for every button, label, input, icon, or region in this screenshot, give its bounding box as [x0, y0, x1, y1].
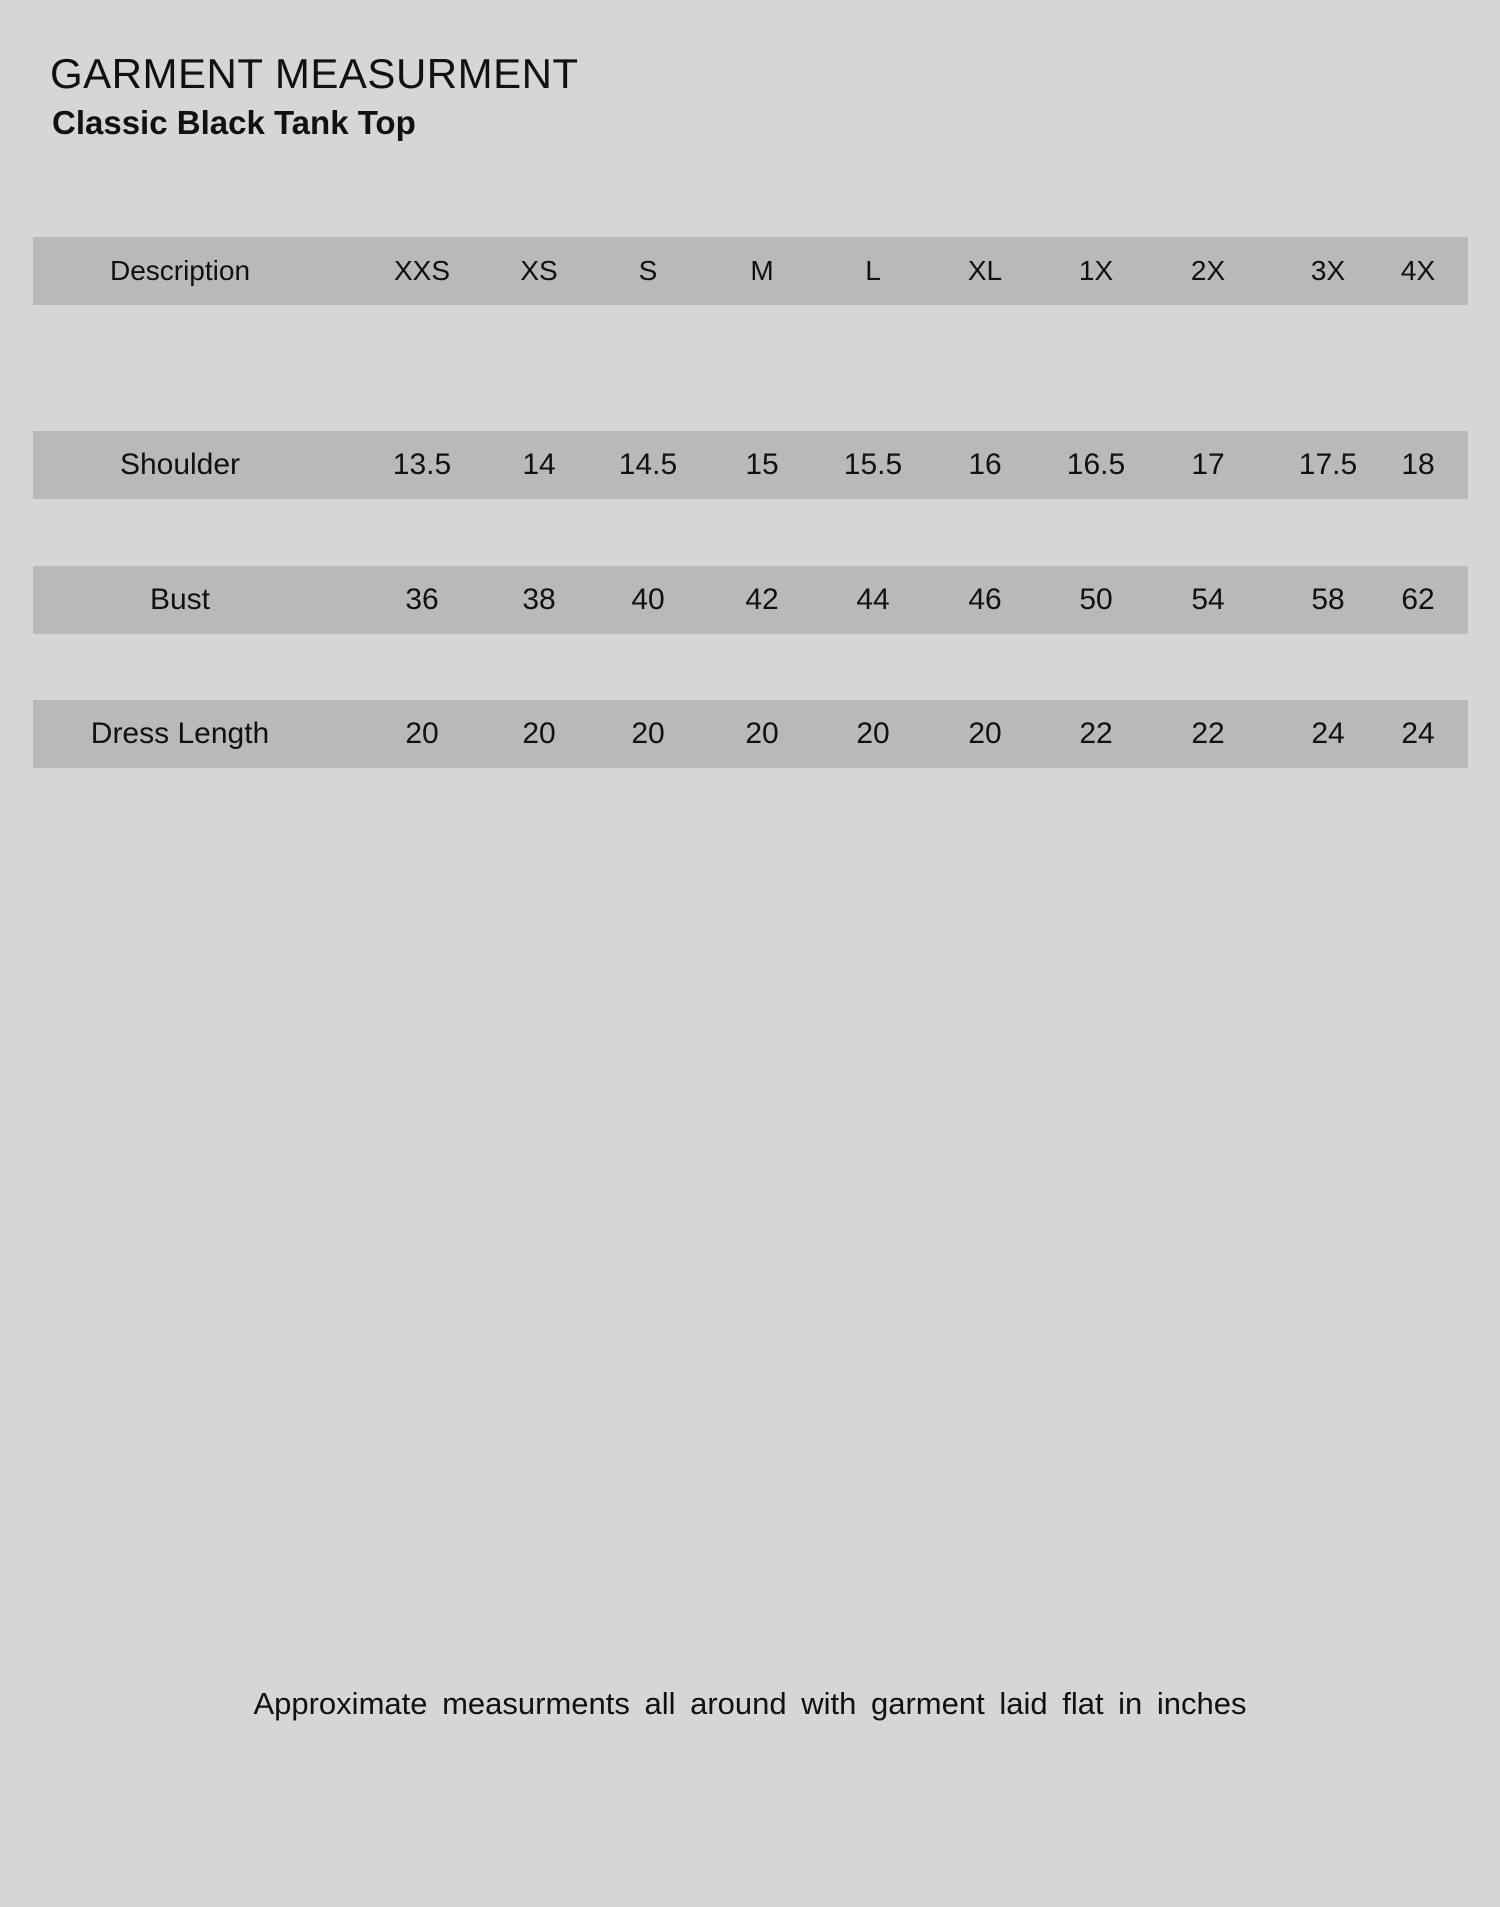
page-title: GARMENT MEASURMENT — [50, 50, 579, 97]
shoulder-value-4x: 18 — [1401, 448, 1435, 481]
header-size-xxs: XXS — [393, 255, 451, 286]
shoulder-value-s: 14.5 — [618, 448, 678, 481]
shoulder-value-3x: 17.5 — [1298, 448, 1358, 481]
bust-value-m: 42 — [745, 583, 779, 616]
bust-value-xl: 46 — [968, 583, 1002, 616]
table-row-dress-length — [33, 700, 1468, 768]
bust-value-xxs: 36 — [405, 583, 439, 616]
shoulder-value-l: 15.5 — [843, 448, 903, 481]
header-size-xs: XS — [520, 255, 558, 286]
shoulder-value-m: 15 — [745, 448, 779, 481]
shoulder-value-xs: 14 — [522, 448, 556, 481]
dress-length-value-3x: 24 — [1311, 717, 1345, 750]
dress-length-value-1x: 22 — [1079, 717, 1113, 750]
row-label-dress-length: Dress Length — [90, 717, 270, 750]
dress-length-value-s: 20 — [631, 717, 665, 750]
header-size-s: S — [638, 255, 658, 286]
bust-value-l: 44 — [856, 583, 890, 616]
shoulder-value-xl: 16 — [968, 448, 1002, 481]
header-size-1x: 1X — [1078, 255, 1114, 286]
table-row-shoulder — [33, 431, 1468, 499]
dress-length-value-l: 20 — [856, 717, 890, 750]
size-chart-table — [33, 0, 1468, 1907]
dress-length-value-xs: 20 — [522, 717, 556, 750]
bust-value-1x: 50 — [1079, 583, 1113, 616]
header-description: Description — [109, 255, 251, 286]
dress-length-value-2x: 22 — [1191, 717, 1225, 750]
row-label-bust: Bust — [149, 583, 211, 616]
dress-length-value-xl: 20 — [968, 717, 1002, 750]
dress-length-value-4x: 24 — [1401, 717, 1435, 750]
bust-value-2x: 54 — [1191, 583, 1225, 616]
table-row-bust — [33, 566, 1468, 634]
dress-length-value-m: 20 — [745, 717, 779, 750]
shoulder-value-2x: 17 — [1191, 448, 1225, 481]
header-size-m: M — [750, 255, 774, 286]
measurement-footnote: Approximate measurments all around with garment laid flat in inches — [253, 1686, 1247, 1721]
header-size-4x: 4X — [1400, 255, 1436, 286]
shoulder-value-1x: 16.5 — [1066, 448, 1126, 481]
shoulder-value-xxs: 13.5 — [392, 448, 452, 481]
dress-length-value-xxs: 20 — [405, 717, 439, 750]
product-name: Classic Black Tank Top — [52, 104, 416, 141]
header-size-xl: XL — [967, 255, 1003, 286]
bust-value-xs: 38 — [522, 583, 556, 616]
bust-value-3x: 58 — [1311, 583, 1345, 616]
header-size-2x: 2X — [1190, 255, 1226, 286]
header-size-3x: 3X — [1310, 255, 1346, 286]
bust-value-4x: 62 — [1401, 583, 1435, 616]
bust-value-s: 40 — [631, 583, 665, 616]
table-header-row — [33, 237, 1468, 305]
header-size-l: L — [865, 255, 881, 286]
row-label-shoulder: Shoulder — [119, 448, 241, 481]
